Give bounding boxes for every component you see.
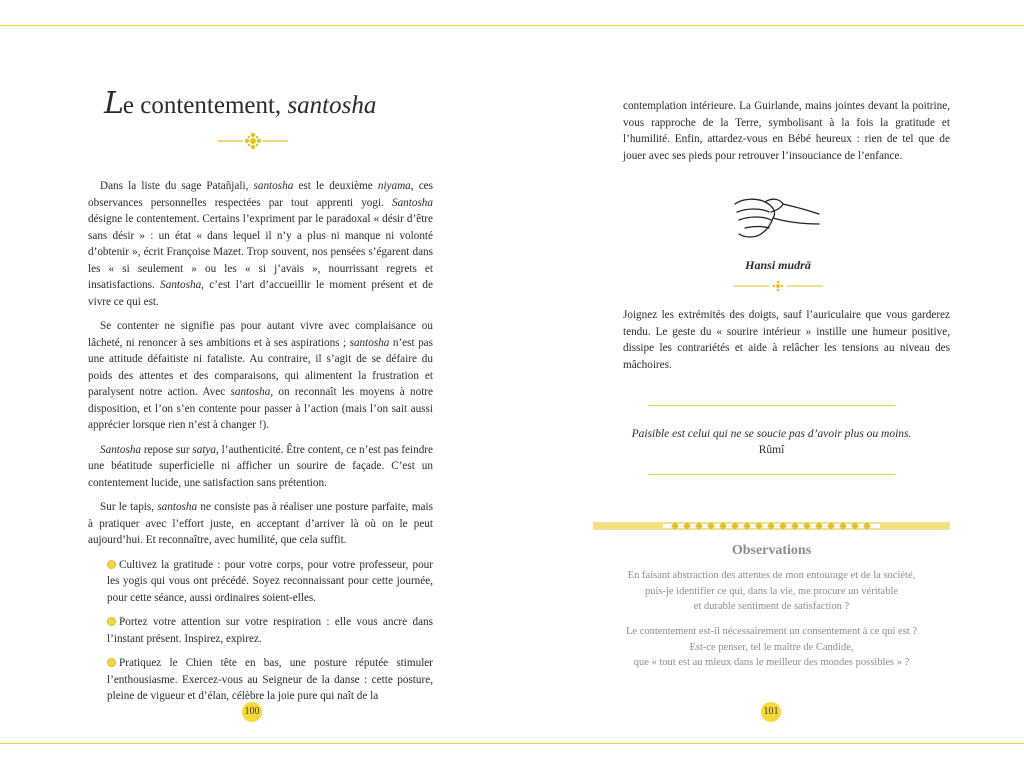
title-italic: santosha bbox=[287, 92, 377, 119]
text-run-italic: Santosha bbox=[100, 443, 142, 456]
text-run: , ces observances personnelles respectées par tout apprenti yogi. bbox=[88, 180, 433, 209]
text-run-italic: Santosha bbox=[160, 279, 202, 291]
decorative-band bbox=[593, 520, 950, 532]
text-run: , l’authenticité. Être content, ce n’est pas feindre une béatitude superficielle ni afficher un sourire de façade. C’est un contentement lucide, une satisfaction sans prétention. bbox=[88, 443, 433, 489]
continued-paragraph bbox=[623, 98, 950, 164]
bullet-item bbox=[88, 614, 433, 647]
page-number: 101 bbox=[761, 702, 781, 722]
title-drop-cap: L bbox=[104, 86, 123, 121]
observation-line: Est-ce penser, tel le maître de Candide, bbox=[689, 641, 854, 653]
text-run-italic: satya bbox=[192, 443, 216, 456]
quote-author: Rûmî bbox=[758, 444, 785, 456]
quote-rule-top bbox=[648, 405, 895, 406]
bullet-text: Cultivez la gratitude : pour votre corps, pour votre professeur, pour les yogis qui vous ont précédé. Soyez reconnaissant pour cette journée, pour cette séance, aussi ordinaires soient-elles. bbox=[107, 558, 433, 604]
text-run: repose sur bbox=[141, 443, 193, 456]
bullet-item bbox=[88, 557, 433, 607]
text-run: désigne le contentement. Certains l’expriment par le paradoxal « désir d’être sans désir » : un état « dans lequel il n’y a plus ni manque ni volonté d’obtenir », écrit Françoise Mazet. Trop souvent, nos pensées s’égarent dans les « si seulement » ou les « si j’avais », nourrissant regrets et insatisfactions. bbox=[88, 213, 433, 291]
observation-line: que « tout est au mieux dans le meilleur des mondes possibles » ? bbox=[633, 657, 910, 668]
text-run: , c’est l’art d’accueillir le moment présent et de vivre ce qui est. bbox=[88, 279, 433, 308]
quote-rule-bottom bbox=[648, 474, 895, 475]
observation-block bbox=[593, 624, 950, 671]
bullet-dot-icon bbox=[107, 658, 116, 667]
hansi-mudra-hand-illustration bbox=[731, 192, 821, 247]
paragraph-1 bbox=[88, 178, 433, 310]
text-run-italic: santosha bbox=[253, 180, 294, 192]
title-main: e contentement, bbox=[122, 92, 288, 119]
bullet-dot-icon bbox=[107, 560, 116, 569]
observation-line: En faisant abstraction des attentes de mon entourage et de la société, bbox=[627, 570, 916, 581]
bullet-dot-icon bbox=[107, 617, 116, 626]
text-run: , on reconnaît les moyens à notre disposition, et l’on s’en contente pour passer à l’action (mais l’on sait aussi apprécier lorsque rien n’est à changer !). bbox=[88, 386, 433, 431]
observation-line: et durable sentiment de satisfaction ? bbox=[693, 601, 850, 612]
paragraph-text: Joignez les extrémités des doigts, sauf l’auriculaire que vous garderez tendu. Le geste du « sourire intérieur » instille une humeur positive, dissipe les contrariétés et aide à relâcher les tensions au niveau des mâchoires. bbox=[623, 309, 950, 371]
bullet-item bbox=[88, 655, 433, 705]
mudra-ornament bbox=[733, 280, 823, 292]
quote-text: Paisible est celui qui ne se soucie pas d’avoir plus ou moins. bbox=[631, 428, 912, 440]
paragraph-4 bbox=[88, 499, 433, 549]
bullet-text: Pratiquez le Chien tête en bas, une posture réputée stimuler l’enthousiasme. Exercez-vous au Seigneur de la danse : cette posture, pleine de vigueur et d’élan, célèbre la joie pure qui naît de la bbox=[107, 657, 433, 702]
observation-block bbox=[593, 568, 950, 615]
left-page bbox=[88, 0, 433, 768]
text-run-italic: santosha bbox=[349, 336, 390, 349]
observation-line: Le contentement est-il nécessairement un consentement à ce qui est ? bbox=[626, 626, 917, 637]
body-text bbox=[88, 178, 433, 713]
text-run-italic: santosha bbox=[230, 386, 271, 398]
text-run: Dans la liste du sage Patañjali, bbox=[100, 180, 254, 192]
page-title bbox=[104, 86, 376, 121]
text-run: est le deuxième bbox=[293, 180, 378, 192]
observations-title: Observations bbox=[731, 543, 812, 558]
right-page bbox=[593, 0, 950, 768]
paragraph-text: contemplation intérieure. La Guirlande, mains jointes devant la poitrine, vous rapproche de la Terre, symbolisant à la fois la gratitude et l’humilité. Enfin, attardez-vous en Bébé heureux : rien de tel que de jouer avec ses pieds pour retrouver l’insouciance de l’enfance. bbox=[623, 100, 950, 162]
text-run: Sur le tapis, bbox=[100, 501, 158, 513]
mudra-description bbox=[623, 307, 950, 373]
title-ornament bbox=[218, 132, 288, 150]
paragraph-3 bbox=[88, 442, 433, 492]
quote-block bbox=[593, 426, 950, 458]
bullet-text: Portez votre attention sur votre respiration : elle vous ancre dans l’instant présent. Inspirez, expirez. bbox=[107, 616, 433, 645]
page-number: 100 bbox=[242, 702, 262, 722]
text-run-italic: santosha bbox=[157, 501, 198, 513]
observation-line: puis-je identifier ce qui, dans la vie, me procure un véritable bbox=[644, 585, 899, 597]
mudra-title: Hansi mudrā bbox=[745, 258, 811, 272]
text-run-italic: Santosha bbox=[391, 196, 433, 209]
text-run: ne consiste pas à réaliser une posture parfaite, mais à pratiquer avec l’effort juste, en acceptant d’arriver là où on le peut aujourd’hui. Et reconnaître, avec humilité, que cela suffit. bbox=[88, 501, 433, 546]
paragraph-2 bbox=[88, 318, 433, 434]
text-run: Se contenter ne signifie pas pour autant vivre avec complaisance ou lâcheté, ni renoncer à ses ambitions et à ses aspirations ; bbox=[88, 320, 433, 349]
text-run: n’est pas une attitude défaitiste ni fataliste. Au contraire, il s’agit de se défaire du poids des attentes et des comparaisons, qui alimentent la frustration et paralysent notre action. Avec bbox=[88, 336, 434, 398]
text-run-italic: niyama bbox=[377, 180, 411, 192]
